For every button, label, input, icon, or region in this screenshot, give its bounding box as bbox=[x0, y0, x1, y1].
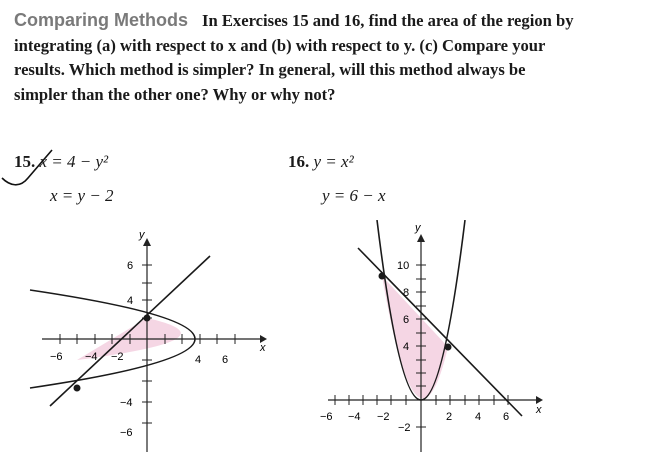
ex16-shaded-region bbox=[382, 276, 448, 399]
ex15-y-tick-label: −4 bbox=[120, 397, 133, 409]
exercise-16-equation-2: y = 6 − x bbox=[322, 186, 386, 205]
ex16-x-label: x bbox=[536, 404, 542, 416]
ex16-x-tick-label: −6 bbox=[320, 411, 333, 423]
ex16-x-arrow-icon bbox=[536, 396, 543, 404]
ex15-y-tick-label: 4 bbox=[127, 295, 134, 307]
ex16-y-tick-label: 6 bbox=[403, 314, 410, 326]
ex16-x-tick-label: −4 bbox=[348, 411, 361, 423]
exercise-16-eq1 bbox=[288, 152, 354, 172]
ex15-y-tick-label: −6 bbox=[120, 427, 133, 439]
ex16-y-tick-label: 4 bbox=[403, 341, 410, 353]
ex16-intersection-point bbox=[379, 273, 386, 280]
ex16-intersection-point bbox=[445, 344, 452, 351]
ex16-y-tick-label: 8 bbox=[403, 287, 410, 299]
ex15-line bbox=[50, 256, 210, 406]
ex16-x-tick-label: 6 bbox=[503, 411, 510, 423]
problem-instructions bbox=[14, 8, 574, 107]
ex15-y-tick-label: 6 bbox=[127, 260, 134, 272]
section-heading: Comparing Methods bbox=[14, 10, 188, 30]
ex16-x-tick-label: 4 bbox=[475, 411, 482, 423]
exercise-15-equation-1: x = 4 − y² bbox=[39, 152, 109, 171]
ex15-x-tick-label: 4 bbox=[195, 354, 202, 366]
exercise-16-graph bbox=[300, 220, 560, 460]
exercise-16-eq2 bbox=[322, 186, 386, 206]
exercise-15-number: 15. bbox=[14, 152, 36, 171]
ex15-y-label: y bbox=[139, 229, 145, 241]
ex16-x-tick-label: −2 bbox=[377, 411, 390, 423]
ex16-x-tick-label: 2 bbox=[446, 411, 453, 423]
ex16-y-arrow-icon bbox=[417, 234, 425, 242]
ex16-y-tick-label: 10 bbox=[397, 260, 410, 272]
ex16-y-tick-label: −2 bbox=[398, 422, 411, 434]
exercise-15-equation-2: x = y − 2 bbox=[50, 186, 114, 205]
ex15-x-tick-label: −6 bbox=[50, 351, 63, 363]
ex15-intersection-point bbox=[74, 385, 81, 392]
exercise-16-number: 16. bbox=[288, 152, 310, 171]
ex15-x-tick-label: −2 bbox=[111, 351, 124, 363]
pencil-check-mark bbox=[0, 148, 60, 198]
ex15-x-tick-label: 6 bbox=[222, 354, 229, 366]
ex15-intersection-point bbox=[144, 315, 151, 322]
exercise-15-graph bbox=[20, 220, 270, 460]
exercise-16-equation-1: y = x² bbox=[313, 152, 354, 171]
ex15-x-tick-label: −4 bbox=[85, 351, 98, 363]
instructions-text: In Exercises 15 and 16, find the area of the region by integrating (a) with respect to x and (b) with respect to y. (c) Compare your results. Which method is simpler? In general, will this method always be simpler than the other one? Why or why not? bbox=[14, 11, 574, 104]
ex15-x-label: x bbox=[260, 342, 266, 354]
ex16-y-label: y bbox=[415, 222, 421, 234]
